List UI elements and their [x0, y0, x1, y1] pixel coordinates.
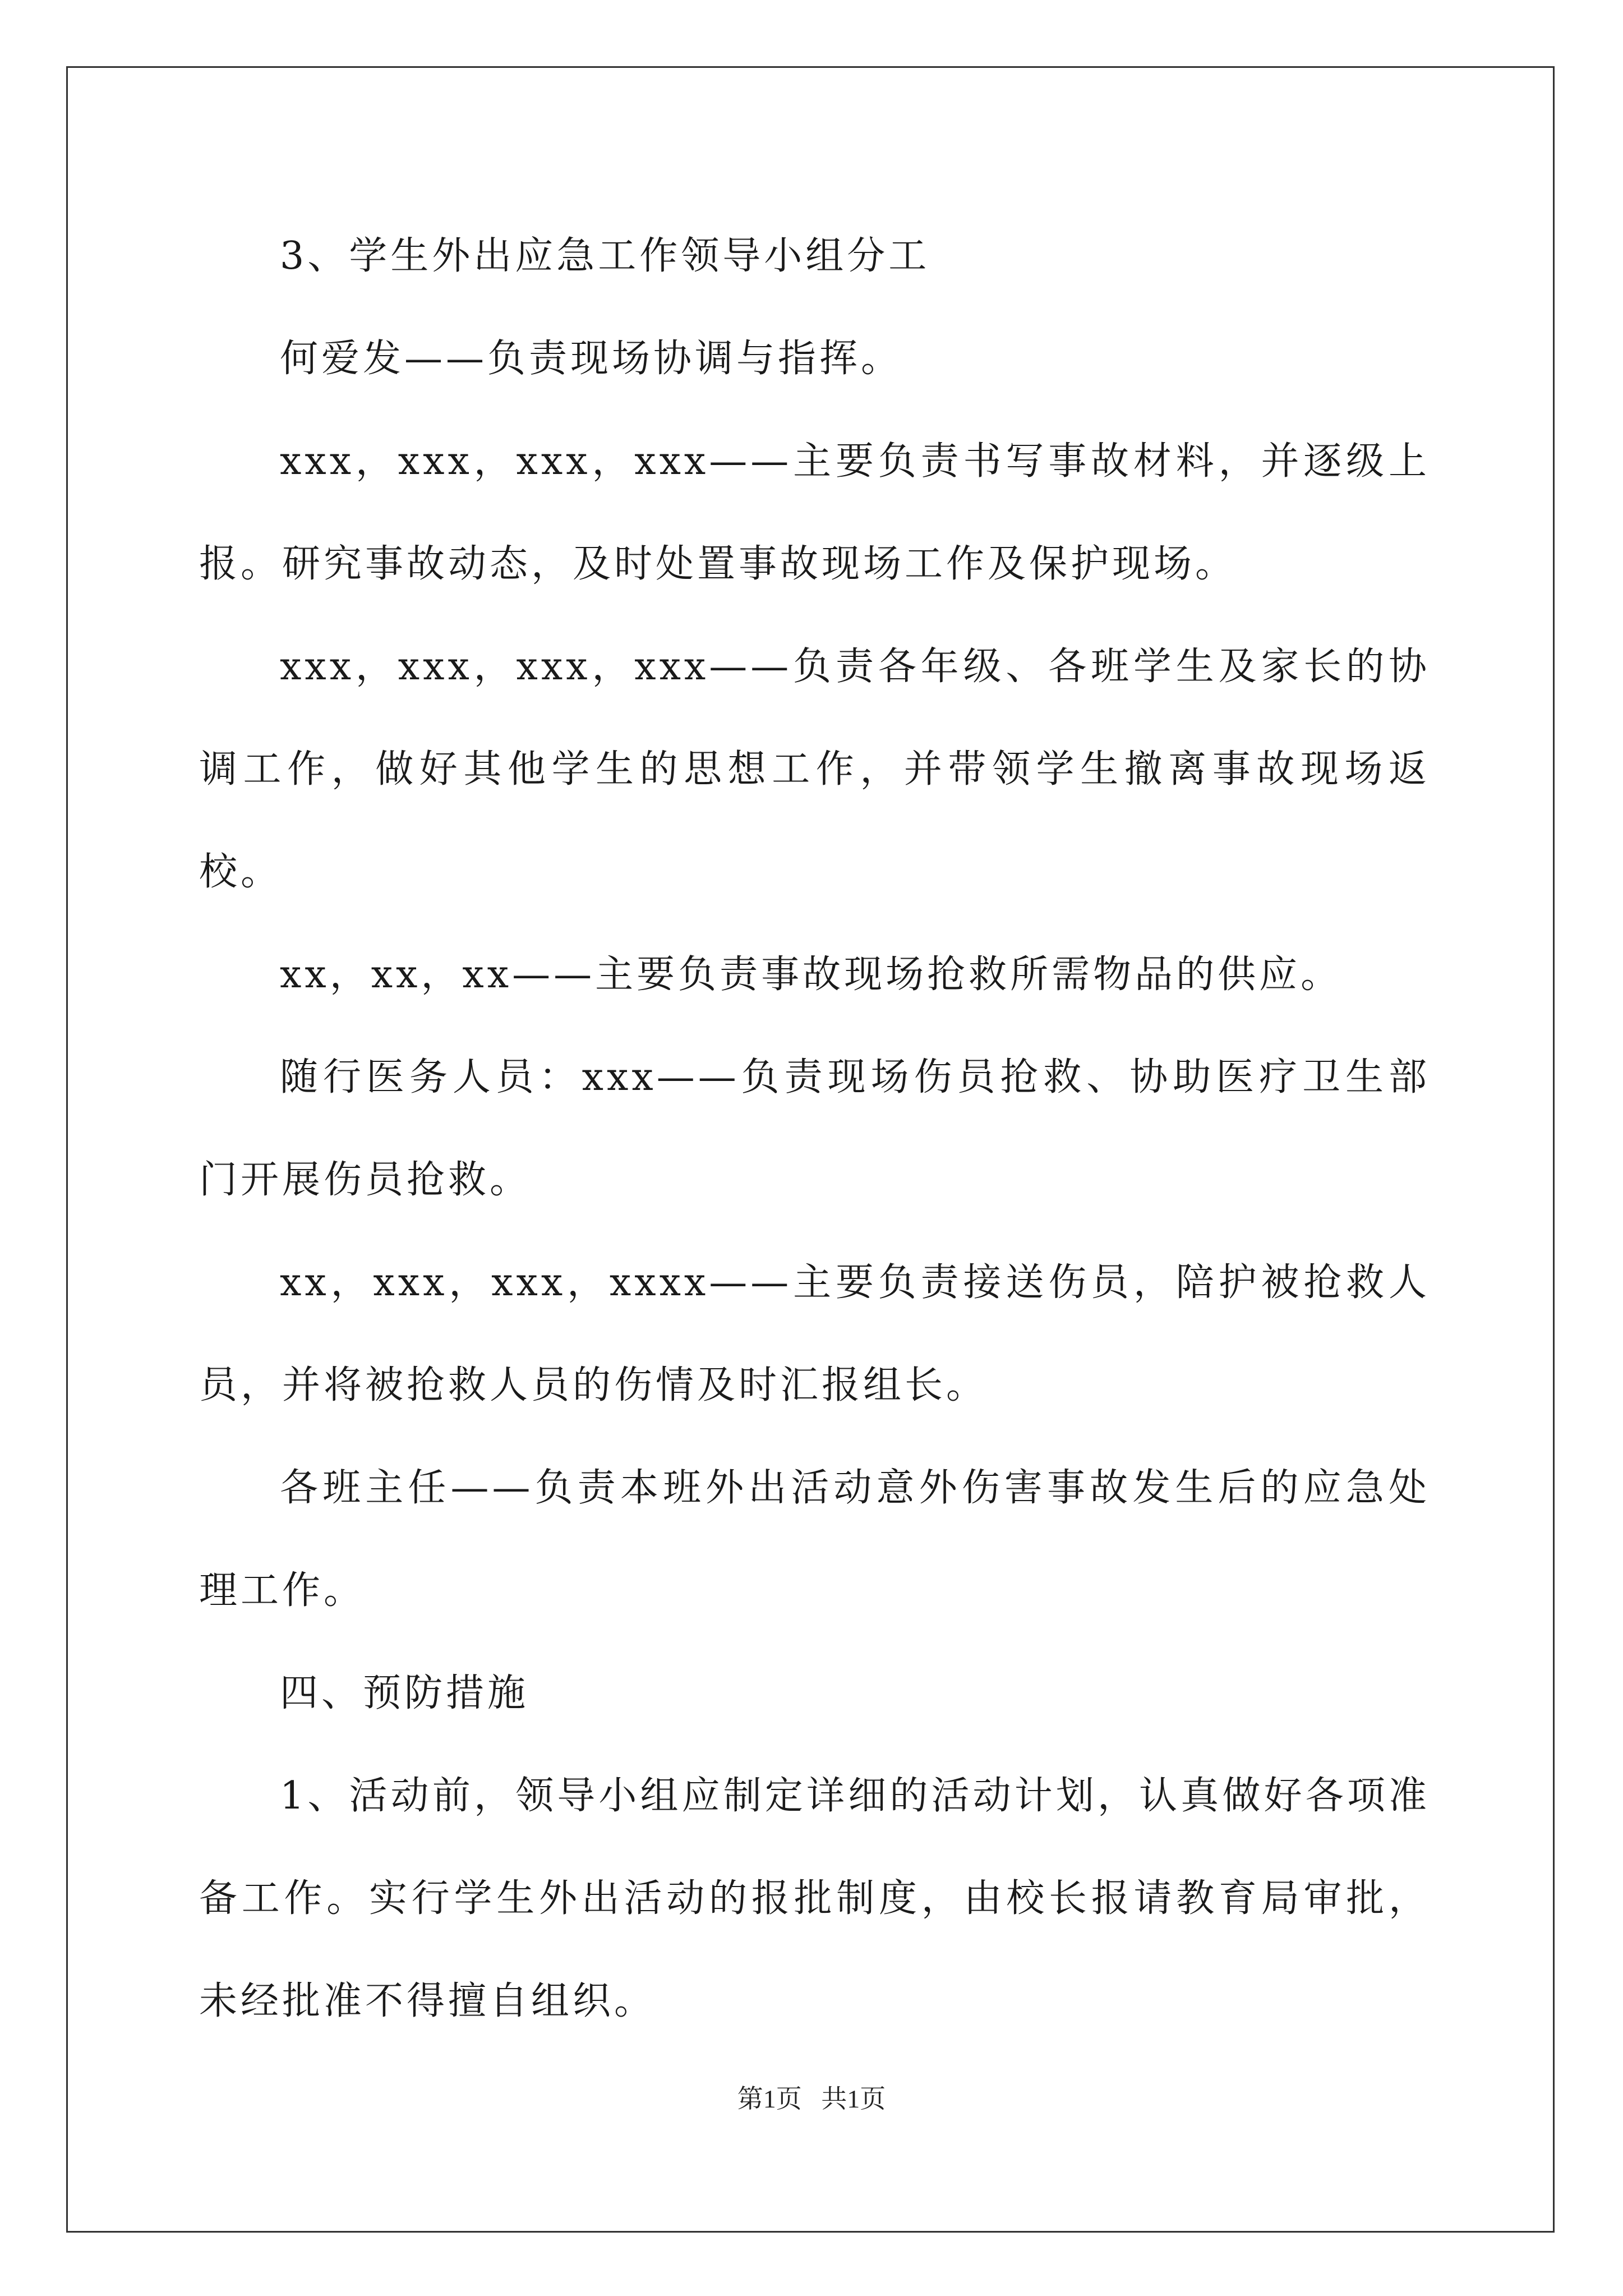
paragraph-6: 随行医务人员：xxx——负责现场伤员抢救、协助医疗卫生部门开展伤员抢救。 — [199, 1055, 1430, 1202]
section-heading: 四、预防措施 — [280, 1671, 529, 1715]
paragraph-7: xx，xxx，xxx，xxxx——主要负责接送伤员，陪护被抢救人员，并将被抢救人员的伤情及时汇报组长。 — [199, 1260, 1430, 1407]
paragraph-1: 3、学生外出应急工作领导小组分工 — [280, 234, 930, 278]
page-number-footer: 第1页 共1页 — [737, 2085, 886, 2113]
paragraph-5: xx，xx，xx——主要负责事故现场抢救所需物品的供应。 — [280, 953, 1343, 997]
paragraph-3: xxx，xxx，xxx，xxx——主要负责书写事故材料，并逐级上报。研究事故动态，及时处置事故现场工作及保护现场。 — [199, 439, 1430, 586]
paragraph-10: 1、活动前，领导小组应制定详细的活动计划，认真做好各项准备工作。实行学生外出活动的报批制度，由校长报请教育局审批，未经批准不得擅自组织。 — [199, 1774, 1430, 2023]
paragraph-8: 各班主任——负责本班外出活动意外伤害事故发生后的应急处理工作。 — [199, 1466, 1430, 1613]
paragraph-4: xxx，xxx，xxx，xxx——负责各年级、各班学生及家长的协调工作，做好其他学生的思想工作，并带领学生撤离事故现场返校。 — [199, 645, 1430, 894]
paragraph-2: 何爱发——负责现场协调与指挥。 — [280, 337, 903, 381]
document-body — [199, 205, 1430, 2053]
